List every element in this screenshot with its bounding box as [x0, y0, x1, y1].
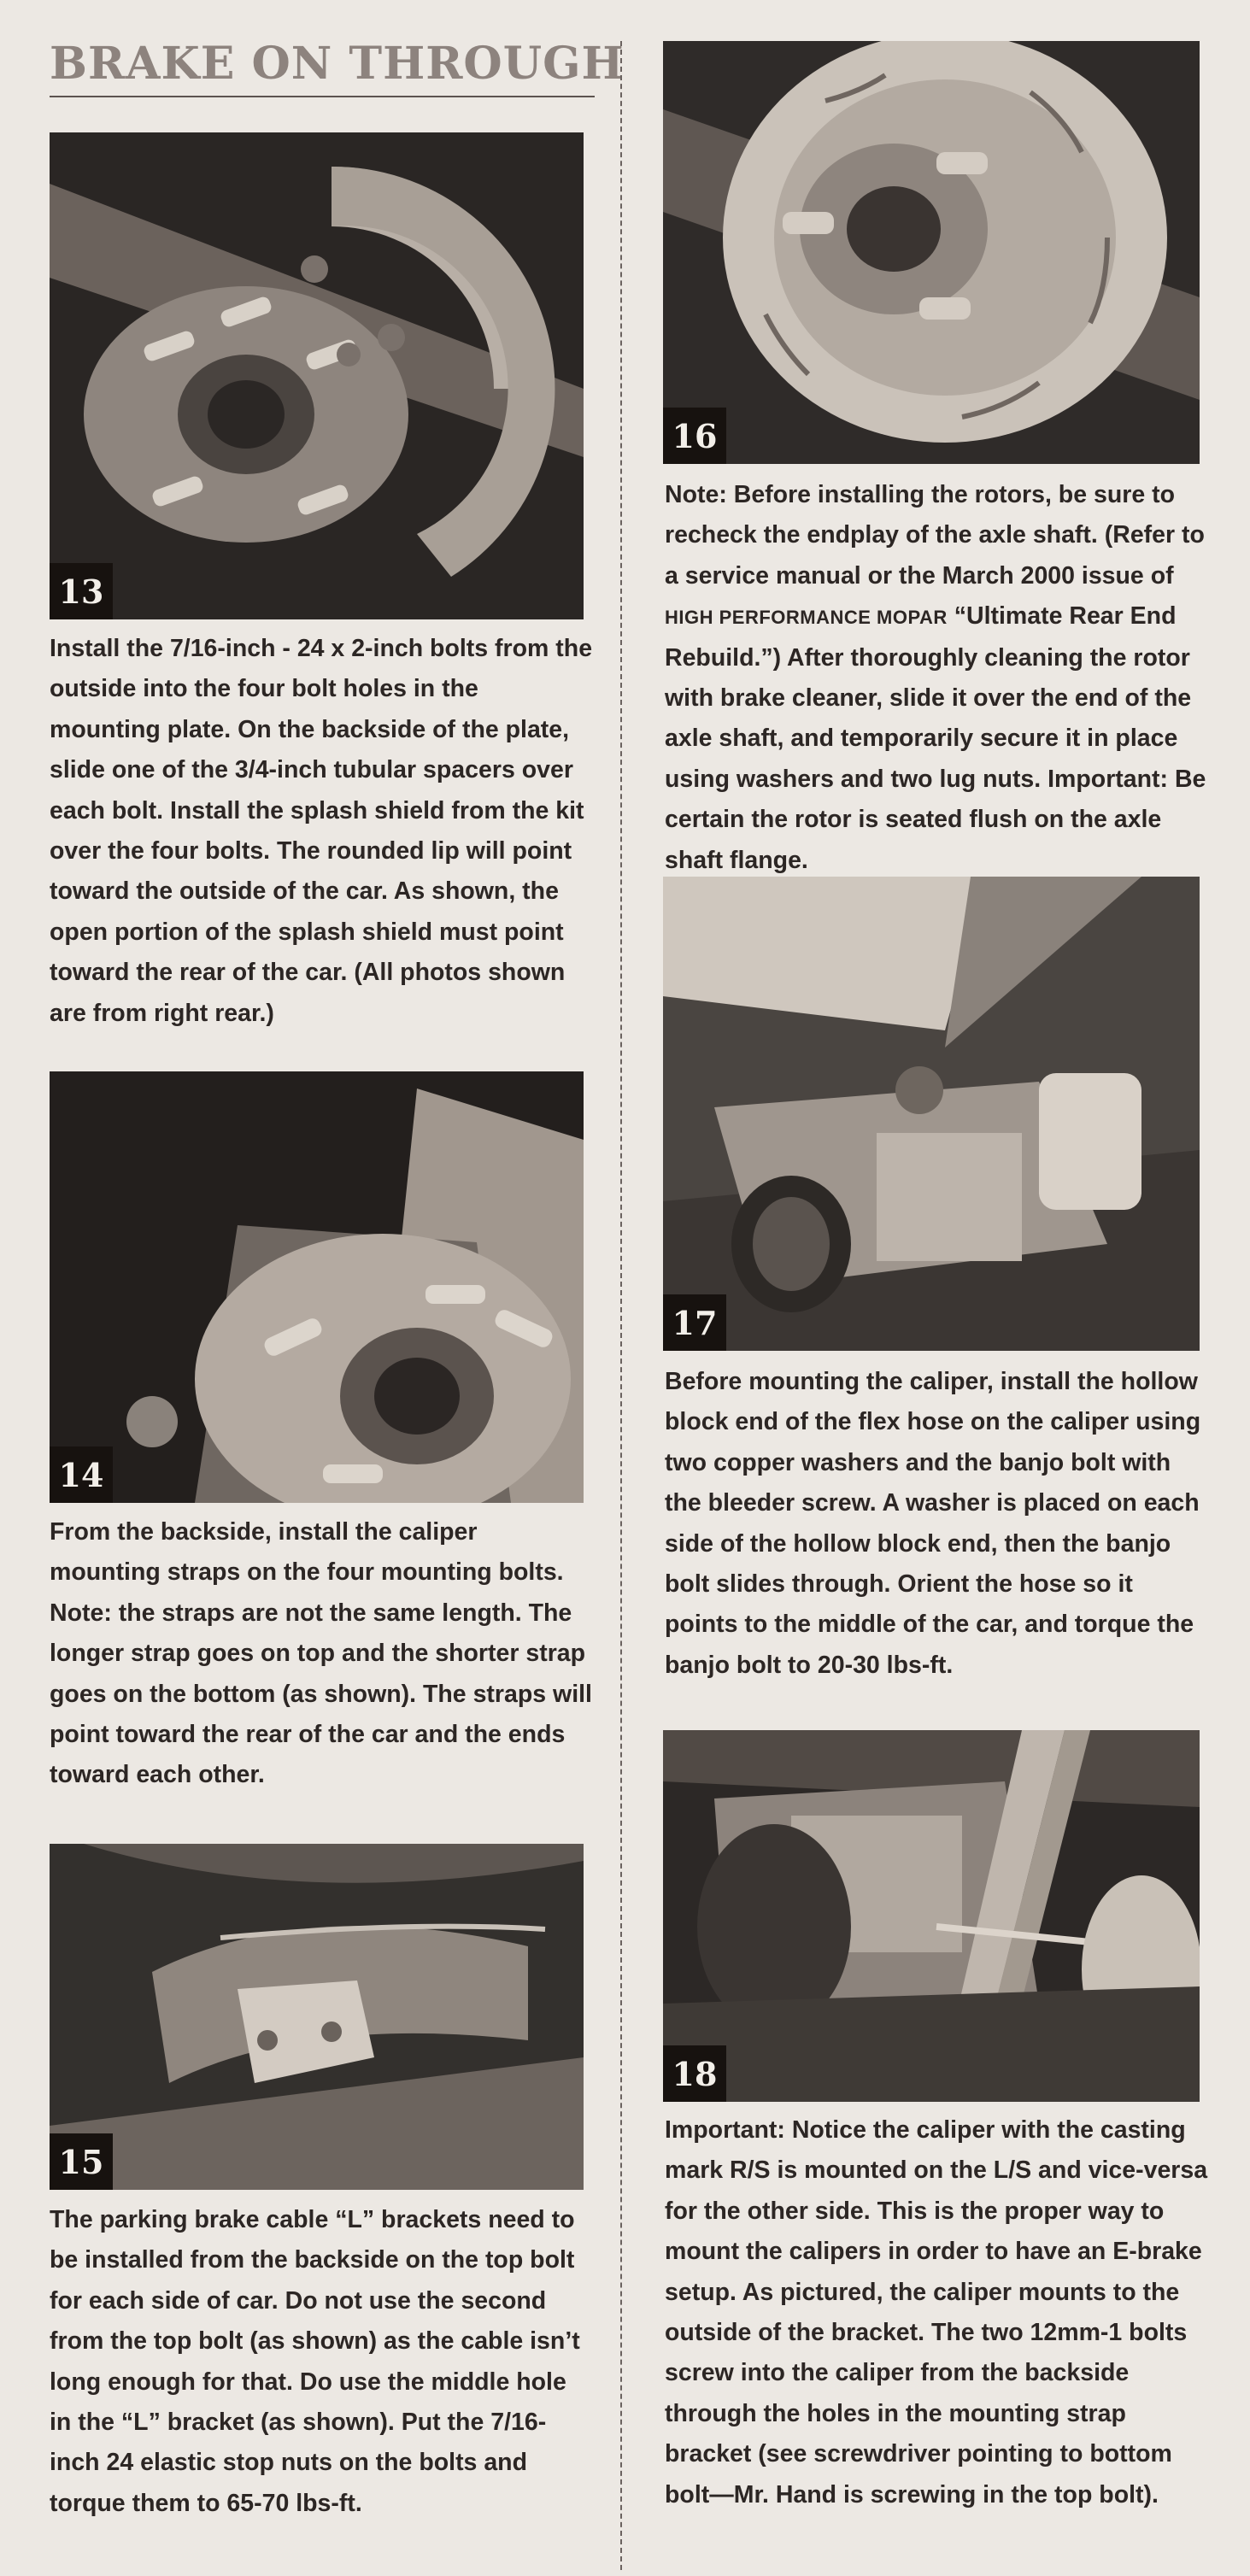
caption-text: “Ultimate Rear End Rebuild.”) After thoroughly cleaning the rotor with brake cleaner, slide it over the end of the axle shaft, and temporarily secure it in place using washers and two lug nuts. Important: Be certain the rotor is seated flush on the axle shaft flange. — [665, 602, 1206, 874]
step-caption: Install the 7/16-inch - 24 x 2-inch bolts from the outside into the four bolt holes in the mounting plate. On the backside of the plate, slide one of the 3/4-inch tubular spacers over each bolt. Install the splash shield from the kit over the four bolts. The rounded lip will point toward the outside of the car. As shown, the open portion of the splash shield must point toward the rear of the car. (All photos shown are from right rear.) — [50, 635, 593, 1027]
step-number-badge: 17 — [663, 1294, 726, 1351]
photo-step-16 — [663, 41, 1200, 464]
caption-text: Note: Before installing the rotors, be sure to recheck the endplay of the axle shaft. (Refer to a service manual or the March 2000 issue of — [665, 481, 1205, 590]
step-number-badge: 14 — [50, 1446, 113, 1503]
photo-step-13 — [50, 132, 584, 619]
step-caption: Before mounting the caliper, install the hollow block end of the flex hose on the caliper using two copper washers and the banjo bolt with the bleeder screw. A washer is placed on each side of the hollow block end, then the banjo bolt slides through. Orient the hose so it points to the middle of the car, and torque the banjo bolt to 20-30 lbs-ft. — [665, 1368, 1201, 1679]
step-caption: From the backside, install the caliper mounting straps on the four mounting bolts. Note: the straps are not the same length. The longer strap goes on top and the shorter strap goes on the bottom (as shown). The straps will point toward the rear of the car and the ends toward each other. — [50, 1518, 592, 1789]
photo-step-15 — [50, 1844, 584, 2190]
step-number-badge: 16 — [663, 408, 726, 464]
title-rule — [50, 96, 595, 97]
photo-step-14 — [50, 1071, 584, 1503]
step-number-badge: 18 — [663, 2045, 726, 2102]
magazine-name: HIGH PERFORMANCE MOPAR — [665, 607, 948, 629]
step-caption: Important: Notice the caliper with the casting mark R/S is mounted on the L/S and vice-versa for the other side. This is the proper way to mount the calipers in order to have an E-brake setup. As pictured, the caliper mounts to the outside of the bracket. The two 12mm-1 bolts screw into the caliper from the backside through the holes in the mounting strap bracket (see screwdriver pointing to bottom bolt—Mr. Hand is screwing in the top bolt). — [665, 2116, 1208, 2509]
page-title: BRAKE ON THROUGH — [50, 38, 625, 90]
step-number-badge: 13 — [50, 563, 113, 619]
photo-step-17 — [663, 877, 1200, 1351]
step-caption — [665, 475, 1208, 881]
photo-step-18 — [663, 1730, 1200, 2102]
column-divider — [620, 41, 622, 2570]
step-caption: The parking brake cable “L” brackets need to be installed from the backside on the top bolt for each side of car. Do not use the second from the top bolt (as shown) as the cable isn’t long enough for that. Do use the middle hole in the “L” bracket (as shown). Put the 7/16-inch 24 elastic stop nuts on the bolts and torque them to 65-70 lbs-ft. — [50, 2206, 580, 2517]
step-number-badge: 15 — [50, 2133, 113, 2190]
